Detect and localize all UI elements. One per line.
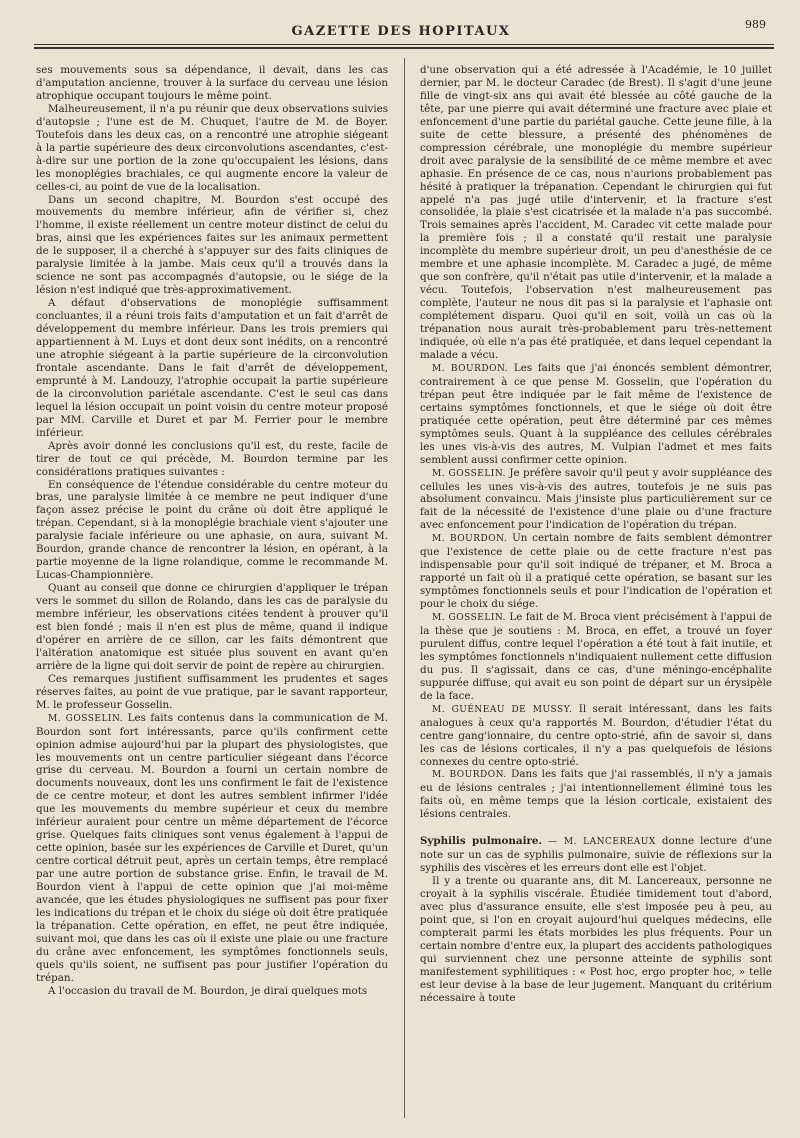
paragraph: A l'occasion du travail de M. Bourdon, je dirai quelques mots <box>48 984 368 997</box>
speaker-paragraph <box>420 362 772 467</box>
speaker-paragraph <box>420 532 772 611</box>
speaker-name: — M. LANCEREAUX <box>548 837 656 848</box>
paragraph: Il y a trente ou quarante ans, dit M. Lancereaux, personne ne croyait à la syphilis viscérale. Étudiée timidement tout d'abord, avec plus d'assurance ensuite, elle s'est imposée peu à peu, au point que, si l'on en croyait aujourd'hui quelques médecins, elle compterait parmi les états morbides les plus fréquents. Pour un certain nombre d'entre eux, la plupart des accidents pathologiques qui surviennent chez une personne atteinte de syphilis sont manifestement syphilitiques : « Post hoc, ergo propter hoc, » telle est leur devise à la base de leur jugement. Manquant du critérium nécessaire à toute <box>420 875 772 1004</box>
page-number: 989 <box>745 18 766 31</box>
header-rule-bottom <box>34 47 774 49</box>
journal-title: GAZETTE DES HOPITAUX <box>291 24 511 39</box>
speaker-name: M. BOURDON. <box>432 363 509 374</box>
section-paragraph <box>420 835 772 875</box>
paragraph: ses mouvements sous sa dépendance, il devait, dans les cas d'amputation ancienne, trouver à la surface du cerveau une lésion atrophique occupant toujours le même point. <box>36 64 388 102</box>
speaker-paragraph <box>36 712 388 985</box>
left-column <box>36 64 388 1124</box>
header-rule-top <box>34 44 774 45</box>
speech-text: Je préfère savoir qu'il peut y avoir suppléance des cellules les unes vis-à-vis des autres, toutefois je ne suis pas absolument convaincu. Mais j'insiste plus particulièrement sur ce fait de la nécessité de l'existence d'une plaie ou d'une fracture avec enfoncement pour l'indication de l'opération du trépan. <box>420 466 772 532</box>
speaker-name: M. GOSSELIN. <box>48 713 124 724</box>
paragraph: A défaut d'observations de monoplégie suffisamment concluantes, il a réuni trois faits d'amputation et un fait d'arrêt de développement du membre inférieur. Dans les trois premiers qui appartiennent à M. Luys et dont deux sont inédits, on a rencontré une atrophie siégeant à la partie supérieure de la circonvolution frontale ascendante. Dans le fait d'arrêt de développement, emprunté à M. Landouzy, l'atrophie occupait la partie supérieure de la circonvolution pariétale ascendante. C'est le seul cas dans lequel la lésion occupait un point voisin du centre moteur proposé par MM. Carville et Duret et par M. Ferrier pour le membre inférieur. <box>36 297 388 439</box>
speaker-paragraph <box>420 467 772 533</box>
speaker-name: M. BOURDON. <box>432 534 508 545</box>
speech-text: Dans les faits que j'ai rassemblés, il n'y a jamais eu de lésions centrales ; j'ai intentionnellement éliminé tous les faits où, en même temps que la lésion corticale, existaient des lésions centrales. <box>420 768 772 821</box>
paragraph: Dans un second chapitre, M. Bourdon s'est occupé des mouvements du membre inférieur, afin de vérifier si, chez l'homme, il existe réellement un centre moteur distinct de celui du bras, ainsi que les expériences faites sur les animaux permettent de le supposer, il a cherché à s'appuyer sur des faits cliniques de paralysie limitée à la jambe. Mais ceux qu'il a trouvés dans la science ne sont pas accompagnés d'autopsie, ou le siége de la lésion n'est indiqué que très-approximativement. <box>36 193 388 297</box>
speech-text: Le fait de M. Broca vient précisément à l'appui de la thèse que je soutiens : M. Broca, en effet, a trouvé un foyer purulent diffus, contre lequel l'opération a été tout à fait inutile, et les symptômes fonctionnels n'indiquaient nullement cette diffusion du pus. Il s'agissait, dans ce cas, d'une méningo-encéphalite suppurée diffuse, qui avait eu son point de départ sur un érysipèle de la face. <box>420 611 772 702</box>
paragraph: Quant au conseil que donne ce chirurgien d'appliquer le trépan vers le sommet du sillon de Rolando, dans les cas de paralysie du membre inférieur, les observations citées tendent à prouver qu'il est bien fondé ; mais il n'en est plus de même, quand il indique d'opérer en arrière de ce sillon, car les faits démontrent que l'altération anatomique est située plus souvent en avant qu'en arrière de la ligne qui doit servir de point de repère au chirurgien. <box>36 582 388 672</box>
section-heading: Syphilis pulmonaire. <box>420 835 543 848</box>
column-divider <box>404 58 405 1118</box>
speech-text: donne lecture d'une note sur un cas de syphilis pulmonaire, suivie de réflexions sur la syphilis des viscères et les erreurs dont elle est l'objet. <box>420 835 772 875</box>
page-header <box>36 10 766 40</box>
paragraph: En conséquence de l'étendue considérable du centre moteur du bras, une paralysie limitée à ce membre ne peut indiquer d'une façon assez précise le point du crâne où doit être appliqué le trépan. Cependant, si à la monoplégie brachiale vient s'ajouter une paralysie faciale inférieure ou une aphasie, on aura, suivant M. Bourdon, grande chance de rencontrer la lésion, en opérant, à la partie moyenne de la ligne rolandique, comme le recommande M. Lucas-Championnière. <box>36 478 388 582</box>
speaker-name: M. GOSSELIN. <box>432 613 507 624</box>
speech-text: Les faits que j'ai énoncés semblent démontrer, contrairement à ce que pense M. Gosselin, que l'opération du trépan peut être indiquée par le fait même de l'existence de certains symptômes fonctionnels, et que le siége où doit être pratiquée cette opération, peut être déterminé par ces mêmes symptômes seuls. Quant à la suppléance des cellules cérébrales les unes vis-à-vis des autres, M. Vulpian l'admet et mes faits semblent aussi confirmer cette opinion. <box>420 361 772 466</box>
paragraph: Malheureusement, il n'a pu réunir que deux observations suivies d'autopsie ; l'une est de M. Chuquet, l'autre de M. de Boyer. Toutefois dans les deux cas, on a rencontré une atrophie siégeant à la partie supérieure des deux circonvolutions ascendantes, c'est-à-dire sur une portion de la zone qu'occupaient les lésions, dans les monoplégies brachiales, ce qui augmente encore la valeur de celles-ci, au point de vue de la localisation. <box>36 102 388 193</box>
speaker-paragraph <box>420 768 772 821</box>
speaker-paragraph <box>420 611 772 703</box>
paragraph: Ces remarques justifient suffisamment les prudentes et sages réserves faites, au point de vue pratique, par le savant rapporteur, M. le professeur Gosselin. <box>36 672 388 711</box>
speaker-name: M. GUÉNEAU DE MUSSY. <box>432 704 573 715</box>
speaker-name: M. GOSSELIN. <box>432 468 507 479</box>
speech-text: Les faits contenus dans la communication de M. Bourdon sont fort intéressants, parce qu'ils confirment cette opinion admise aujourd'hui par la plupart des physiologistes, que les mouvements ont un centre particulier siégeant dans l'écorce grise du cerveau. M. Bourdon a fourni un certain nombre de documents nouveaux, dont les uns confirment le fait de l'existence de ce centre moteur, et dont les autres semblent infirmer l'idée que les mouvements du membre supérieur et ceux du membre inférieur auraient pour centre un même département de l'écorce grise. Quelques faits cliniques sont venus également à l'appui de cette opinion, basée sur les expériences de Carville et Duret, qu'un centre cortical détruit peut, après un certain temps, être remplacé par une autre portion de substance grise. Enfin, le travail de M. Bourdon vient à l'appui de cette opinion que j'ai moi-même avancée, que les études physiologiques ne suffisent pas pour fixer les indications du trépan et le choix du siége où doit être pratiquée la trépanation. Cette opération, en effet, ne peut être indiquée, suivant moi, que dans les cas où il existe une plaie ou une fracture du crâne avec enfoncement, les symptômes fonctionnels seuls, quels qu'ils soient, ne suffisent pas pour justifier l'opération du trépan. <box>36 711 388 984</box>
paragraph: d'une observation qui a été adressée à l'Académie, le 10 juillet dernier, par M. le docteur Caradec (de Brest). Il s'agit d'une jeune fille de vingt-six ans qui avait été blessée au côté gauche de la tête, par une pierre qui avait déterminé une fracture avec plaie et enfoncement d'une partie du pariétal gauche. Cette jeune fille, à la suite de cette blessure, a présenté des phénomènes de compression cérébrale, une monoplégie du membre supérieur droit avec paralysie de la sensibilité de ce même membre et avec aphasie. En présence de ce cas, nous n'aurions probablement pas hésité à pratiquer la trépanation. Cependant le chirurgien qui fut appelé n'a pas jugé utile d'intervenir, et la fracture s'est consolidée, la plaie s'est cicatrisée et la malade n'a pas succombé. Trois semaines après l'accident, M. Caradec vit cette malade pour la première fois ; il a constaté qu'il restait une paralysie incomplète du membre supérieur droit, un peu d'anesthésie de ce membre et une aphasie incomplète. M. Caradec a jugé, de même que son confrère, qu'il n'était pas utile d'intervenir, et la malade a vécu. Toutefois, l'observation n'est malheureusement pas complète, l'auteur ne nous dit pas si la paralysie et l'aphasie ont complétement disparu. Quoi qu'il en soit, voilà un cas où la trépanation nous aurait très-probablement paru très-nettement indiquée, où elle n'a pas été pratiquée, et dans lequel cependant la malade a vécu. <box>420 64 772 361</box>
speaker-name: M. BOURDON. <box>432 770 507 781</box>
section-gap <box>420 821 772 835</box>
speaker-paragraph <box>420 703 772 769</box>
right-column <box>420 64 772 1124</box>
paragraph: Après avoir donné les conclusions qu'il est, du reste, facile de tirer de tout ce qui précède, M. Bourdon termine par les considérations pratiques suivantes : <box>36 439 388 478</box>
speech-text: Un certain nombre de faits semblent démontrer que l'existence de cette plaie ou de cette fracture n'est pas indispensable pour qu'il soit indiqué de trépaner, et M. Broca a rapporté un fait où il a pratiqué cette opération, se basant sur les symptômes fonctionnels seuls et pour l'indication de l'opération et pour le choix du siége. <box>420 532 772 611</box>
speech-text: Il serait intéressant, dans les faits analogues à ceux qu'a rapportés M. Bourdon, d'étudier l'état du centre gang'ionnaire, du centre opto-strié, afin de savoir si, dans les cas de lésions corticales, il n'y a pas quelquefois de lésions connexes du centre opto-strié. <box>420 702 772 768</box>
